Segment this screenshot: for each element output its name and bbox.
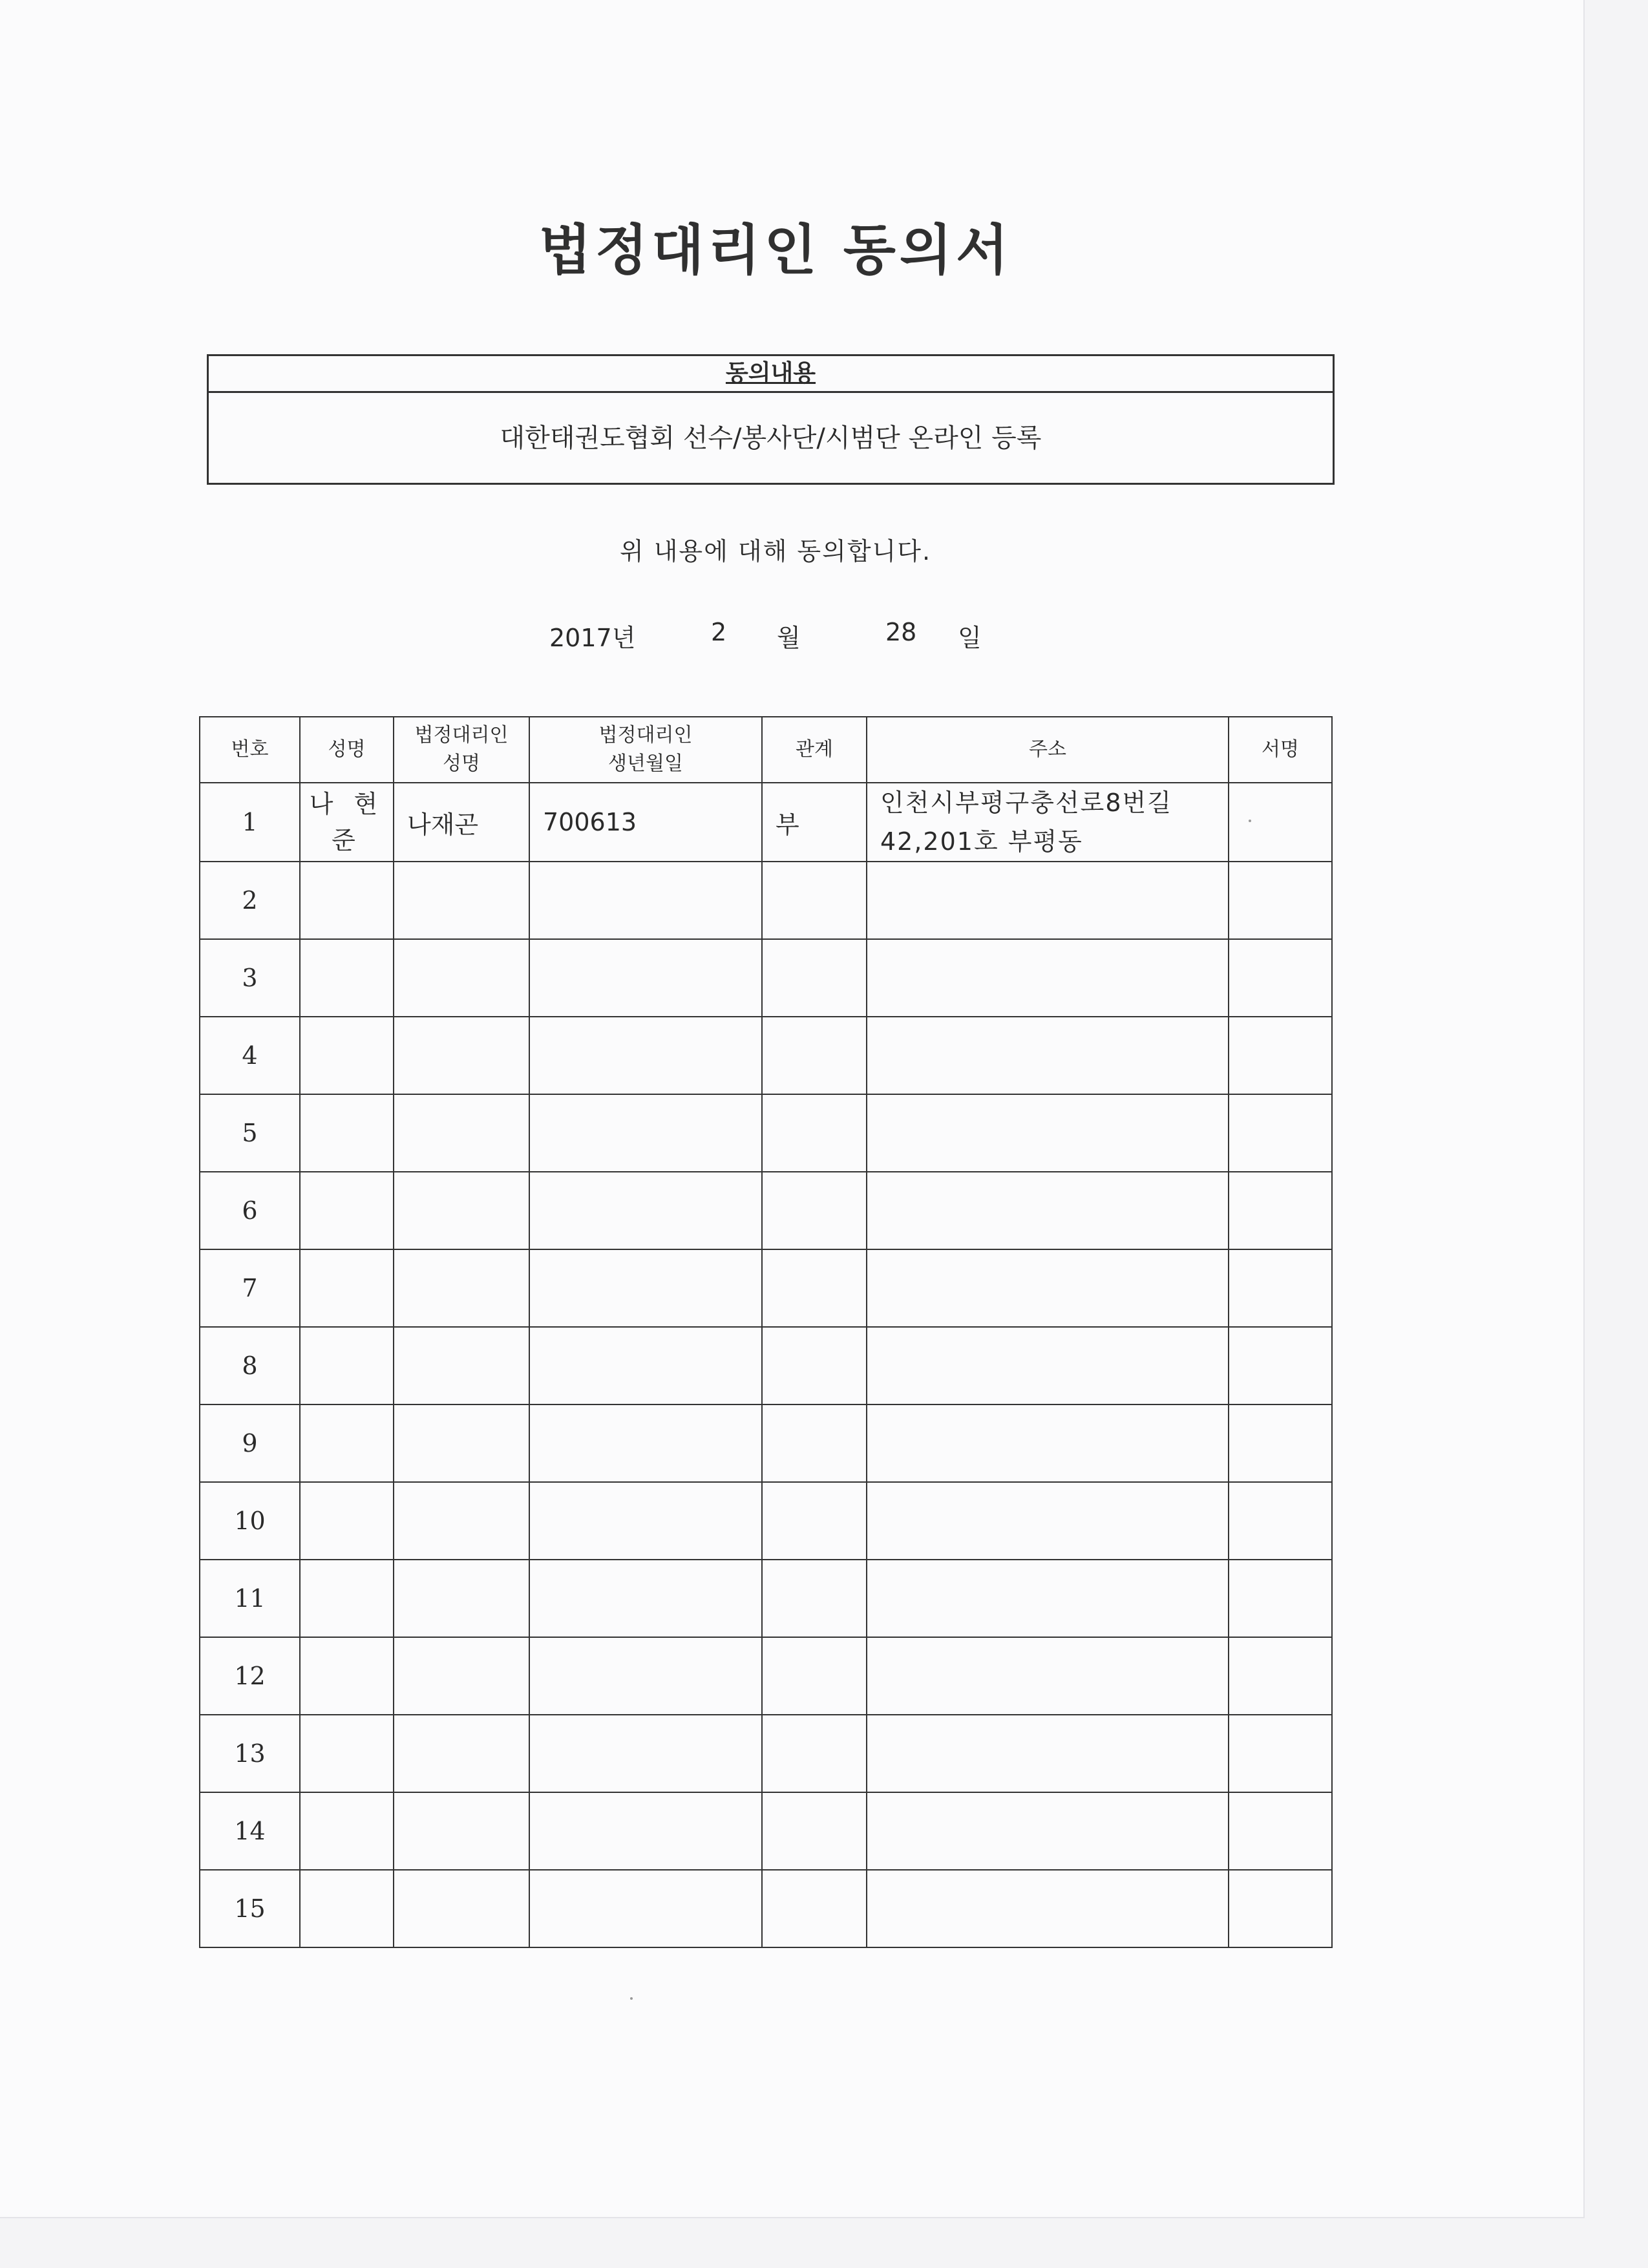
header-rep-name-line2: 성명 [443,752,480,775]
cell-signature [1229,1094,1332,1172]
cell-name: 나 현 준 [300,783,394,862]
cell-rep-birth [529,1172,762,1249]
date-day-unit: 일 [958,624,982,652]
cell-name [300,1715,394,1792]
scan-speck [630,1997,633,2000]
cell-signature [1229,1404,1332,1482]
header-relation: 관계 [762,717,867,783]
cell-relation [762,1870,867,1947]
cell-rep-birth [529,1404,762,1482]
cell-rep-name [394,1560,529,1637]
cell-rep-name [394,1094,529,1172]
cell-no: 11 [200,1560,300,1637]
cell-rep-name [394,1715,529,1792]
cell-address [867,1792,1229,1870]
date-day: 28 [885,618,917,646]
table-header-row [200,717,1332,783]
scan-speck [1249,820,1251,822]
header-signature: 서명 [1229,717,1332,783]
cell-rep-name [394,1017,529,1094]
cell-name [300,1017,394,1094]
table-row [200,1792,1332,1870]
cell-address [867,1560,1229,1637]
table-row [200,939,1332,1017]
cell-relation [762,1560,867,1637]
cell-name [300,1792,394,1870]
cell-no: 5 [200,1094,300,1172]
document-title: 법정대리인 동의서 [538,218,1013,282]
cell-name [300,1172,394,1249]
cell-relation: 부 [762,783,867,862]
cell-signature [1229,1560,1332,1637]
cell-rep-name: 나재곤 [394,783,529,862]
cell-relation [762,862,867,939]
cell-rep-name [394,1637,529,1715]
table-row [200,862,1332,939]
cell-address [867,1094,1229,1172]
cell-rep-name [394,1482,529,1560]
cell-no: 7 [200,1249,300,1327]
cell-name [300,1482,394,1560]
date-month-unit: 월 [777,624,801,652]
cell-rep-birth [529,1249,762,1327]
cell-signature [1229,1637,1332,1715]
cell-rep-birth [529,1482,762,1560]
cell-signature [1229,1327,1332,1404]
cell-address [867,1249,1229,1327]
table-row [200,1249,1332,1327]
cell-rep-name [394,1172,529,1249]
cell-no: 15 [200,1870,300,1947]
table-row [200,1637,1332,1715]
cell-no: 8 [200,1327,300,1404]
table-row [200,1327,1332,1404]
cell-address [867,862,1229,939]
cell-relation [762,1482,867,1560]
cell-address [867,1404,1229,1482]
cell-name [300,1094,394,1172]
cell-signature [1229,1792,1332,1870]
cell-relation [762,1249,867,1327]
table-body [200,783,1332,1947]
header-name: 성명 [300,717,394,783]
cell-rep-birth [529,1870,762,1947]
cell-address [867,1327,1229,1404]
cell-relation [762,1792,867,1870]
cell-name [300,939,394,1017]
date-month: 2 [711,618,727,646]
table-row [200,1870,1332,1947]
table-row [200,1404,1332,1482]
date-year: 2017년 [549,624,636,652]
cell-name [300,1870,394,1947]
cell-rep-name [394,939,529,1017]
cell-address [867,1017,1229,1094]
cell-rep-name [394,1327,529,1404]
cell-signature [1229,1870,1332,1947]
cell-address [867,1172,1229,1249]
cell-name [300,1560,394,1637]
header-rep-birth-line2: 생년월일 [608,752,683,775]
cell-signature [1229,939,1332,1017]
cell-rep-name [394,1870,529,1947]
cell-name [300,1637,394,1715]
cell-rep-birth [529,862,762,939]
cell-address [867,1870,1229,1947]
cell-relation [762,1715,867,1792]
cell-relation [762,1637,867,1715]
consent-content-box [207,354,1335,485]
cell-signature [1229,862,1332,939]
cell-address [867,1637,1229,1715]
table-row [200,1172,1332,1249]
cell-signature [1229,1249,1332,1327]
cell-address [867,939,1229,1017]
cell-relation [762,939,867,1017]
header-rep-name-line1: 법정대리인 [414,724,509,747]
table-row [200,1094,1332,1172]
cell-relation [762,1404,867,1482]
cell-relation [762,1172,867,1249]
table-row [200,1715,1332,1792]
cell-no: 14 [200,1792,300,1870]
header-rep-birth [529,717,762,783]
cell-signature [1229,1017,1332,1094]
cell-no: 13 [200,1715,300,1792]
header-no: 번호 [200,717,300,783]
cell-no: 4 [200,1017,300,1094]
table-row [200,1560,1332,1637]
cell-rep-name [394,1249,529,1327]
cell-no: 3 [200,939,300,1017]
cell-rep-birth [529,1094,762,1172]
cell-signature [1229,1715,1332,1792]
header-rep-birth-line1: 법정대리인 [598,724,693,747]
cell-rep-name [394,1404,529,1482]
cell-rep-name [394,1792,529,1870]
cell-rep-birth [529,1715,762,1792]
table-row [200,1482,1332,1560]
cell-signature [1229,1172,1332,1249]
cell-rep-birth [529,939,762,1017]
cell-no: 10 [200,1482,300,1560]
cell-name [300,1404,394,1482]
cell-address [867,1715,1229,1792]
cell-no: 9 [200,1404,300,1482]
agreement-statement: 위 내용에 대해 동의합니다. [619,537,932,566]
cell-relation [762,1017,867,1094]
cell-rep-name [394,862,529,939]
cell-name [300,1249,394,1327]
consent-content-text: 대한태권도협회 선수/봉사단/시범단 온라인 등록 [500,423,1042,453]
header-rep-name [394,717,529,783]
cell-relation [762,1327,867,1404]
consent-heading: 동의내용 [209,356,1333,393]
cell-rep-birth [529,1637,762,1715]
cell-rep-birth [529,1327,762,1404]
cell-rep-birth [529,1792,762,1870]
cell-no: 6 [200,1172,300,1249]
cell-no: 2 [200,862,300,939]
cell-name [300,1327,394,1404]
cell-rep-birth [529,1017,762,1094]
cell-signature [1229,783,1332,862]
table-row [200,1017,1332,1094]
cell-name [300,862,394,939]
cell-relation [762,1094,867,1172]
cell-rep-birth [529,1560,762,1637]
representative-table [199,716,1333,1948]
table-row [200,783,1332,862]
cell-signature [1229,1482,1332,1560]
cell-address [867,1482,1229,1560]
cell-rep-birth: 700613 [529,783,762,862]
header-address: 주소 [867,717,1229,783]
cell-no: 1 [200,783,300,862]
cell-address: 인천시부평구충선로8번길 42,201호 부평동 [867,783,1229,862]
cell-no: 12 [200,1637,300,1715]
